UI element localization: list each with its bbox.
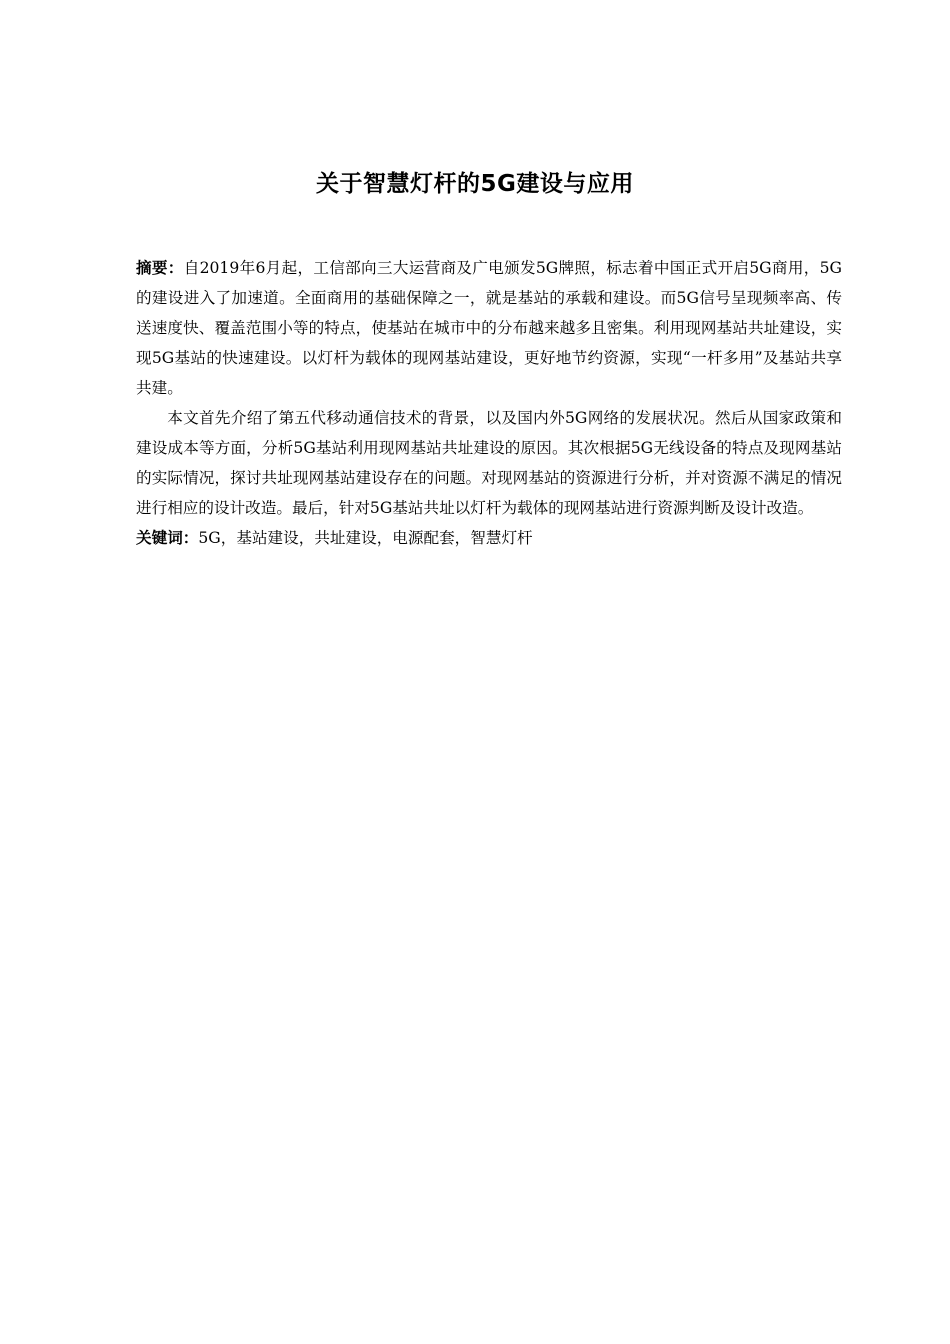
document-title: 关于智慧灯杆的5G建设与应用 bbox=[316, 171, 634, 197]
abstract-paragraph-2: 本文首先介绍了第五代移动通信技术的背景，以及国内外5G网络的发展状况。然后从国家政策和建设成本等方面，分析5G基站利用现网基站共址建设的原因。其次根据5G无线设备的特点及现网基站的实际情况，探讨共址现网基站建设存在的问题。对现网基站的资源进行分析，并对资源不满足的情况进行相应的设计改造。最后，针对5G基站共址以灯杆为载体的现网基站进行资源判断及设计改造。 bbox=[136, 409, 842, 517]
keywords-label: 关键词： bbox=[136, 529, 199, 547]
abstract-section bbox=[136, 253, 842, 553]
keywords-line bbox=[136, 523, 842, 553]
abstract-label: 摘要： bbox=[136, 259, 184, 277]
keywords-text: 5G，基站建设，共址建设，电源配套，智慧灯杆 bbox=[198, 529, 533, 547]
abstract-text-1: 自2019年6月起，工信部向三大运营商及广电颁发5G牌照，标志着中国正式开启5G商用，5G的建设进入了加速道。全面商用的基础保障之一，就是基站的承载和建设。而5G信号呈现频率高、传送速度快、覆盖范围小等的特点，使基站在城市中的分布越来越多且密集。利用现网基站共址建设，实现5G基站的快速建设。以灯杆为载体的现网基站建设，更好地节约资源，实现“一杆多用”及基站共享共建。 bbox=[136, 259, 842, 397]
abstract-paragraph-1 bbox=[136, 253, 842, 403]
